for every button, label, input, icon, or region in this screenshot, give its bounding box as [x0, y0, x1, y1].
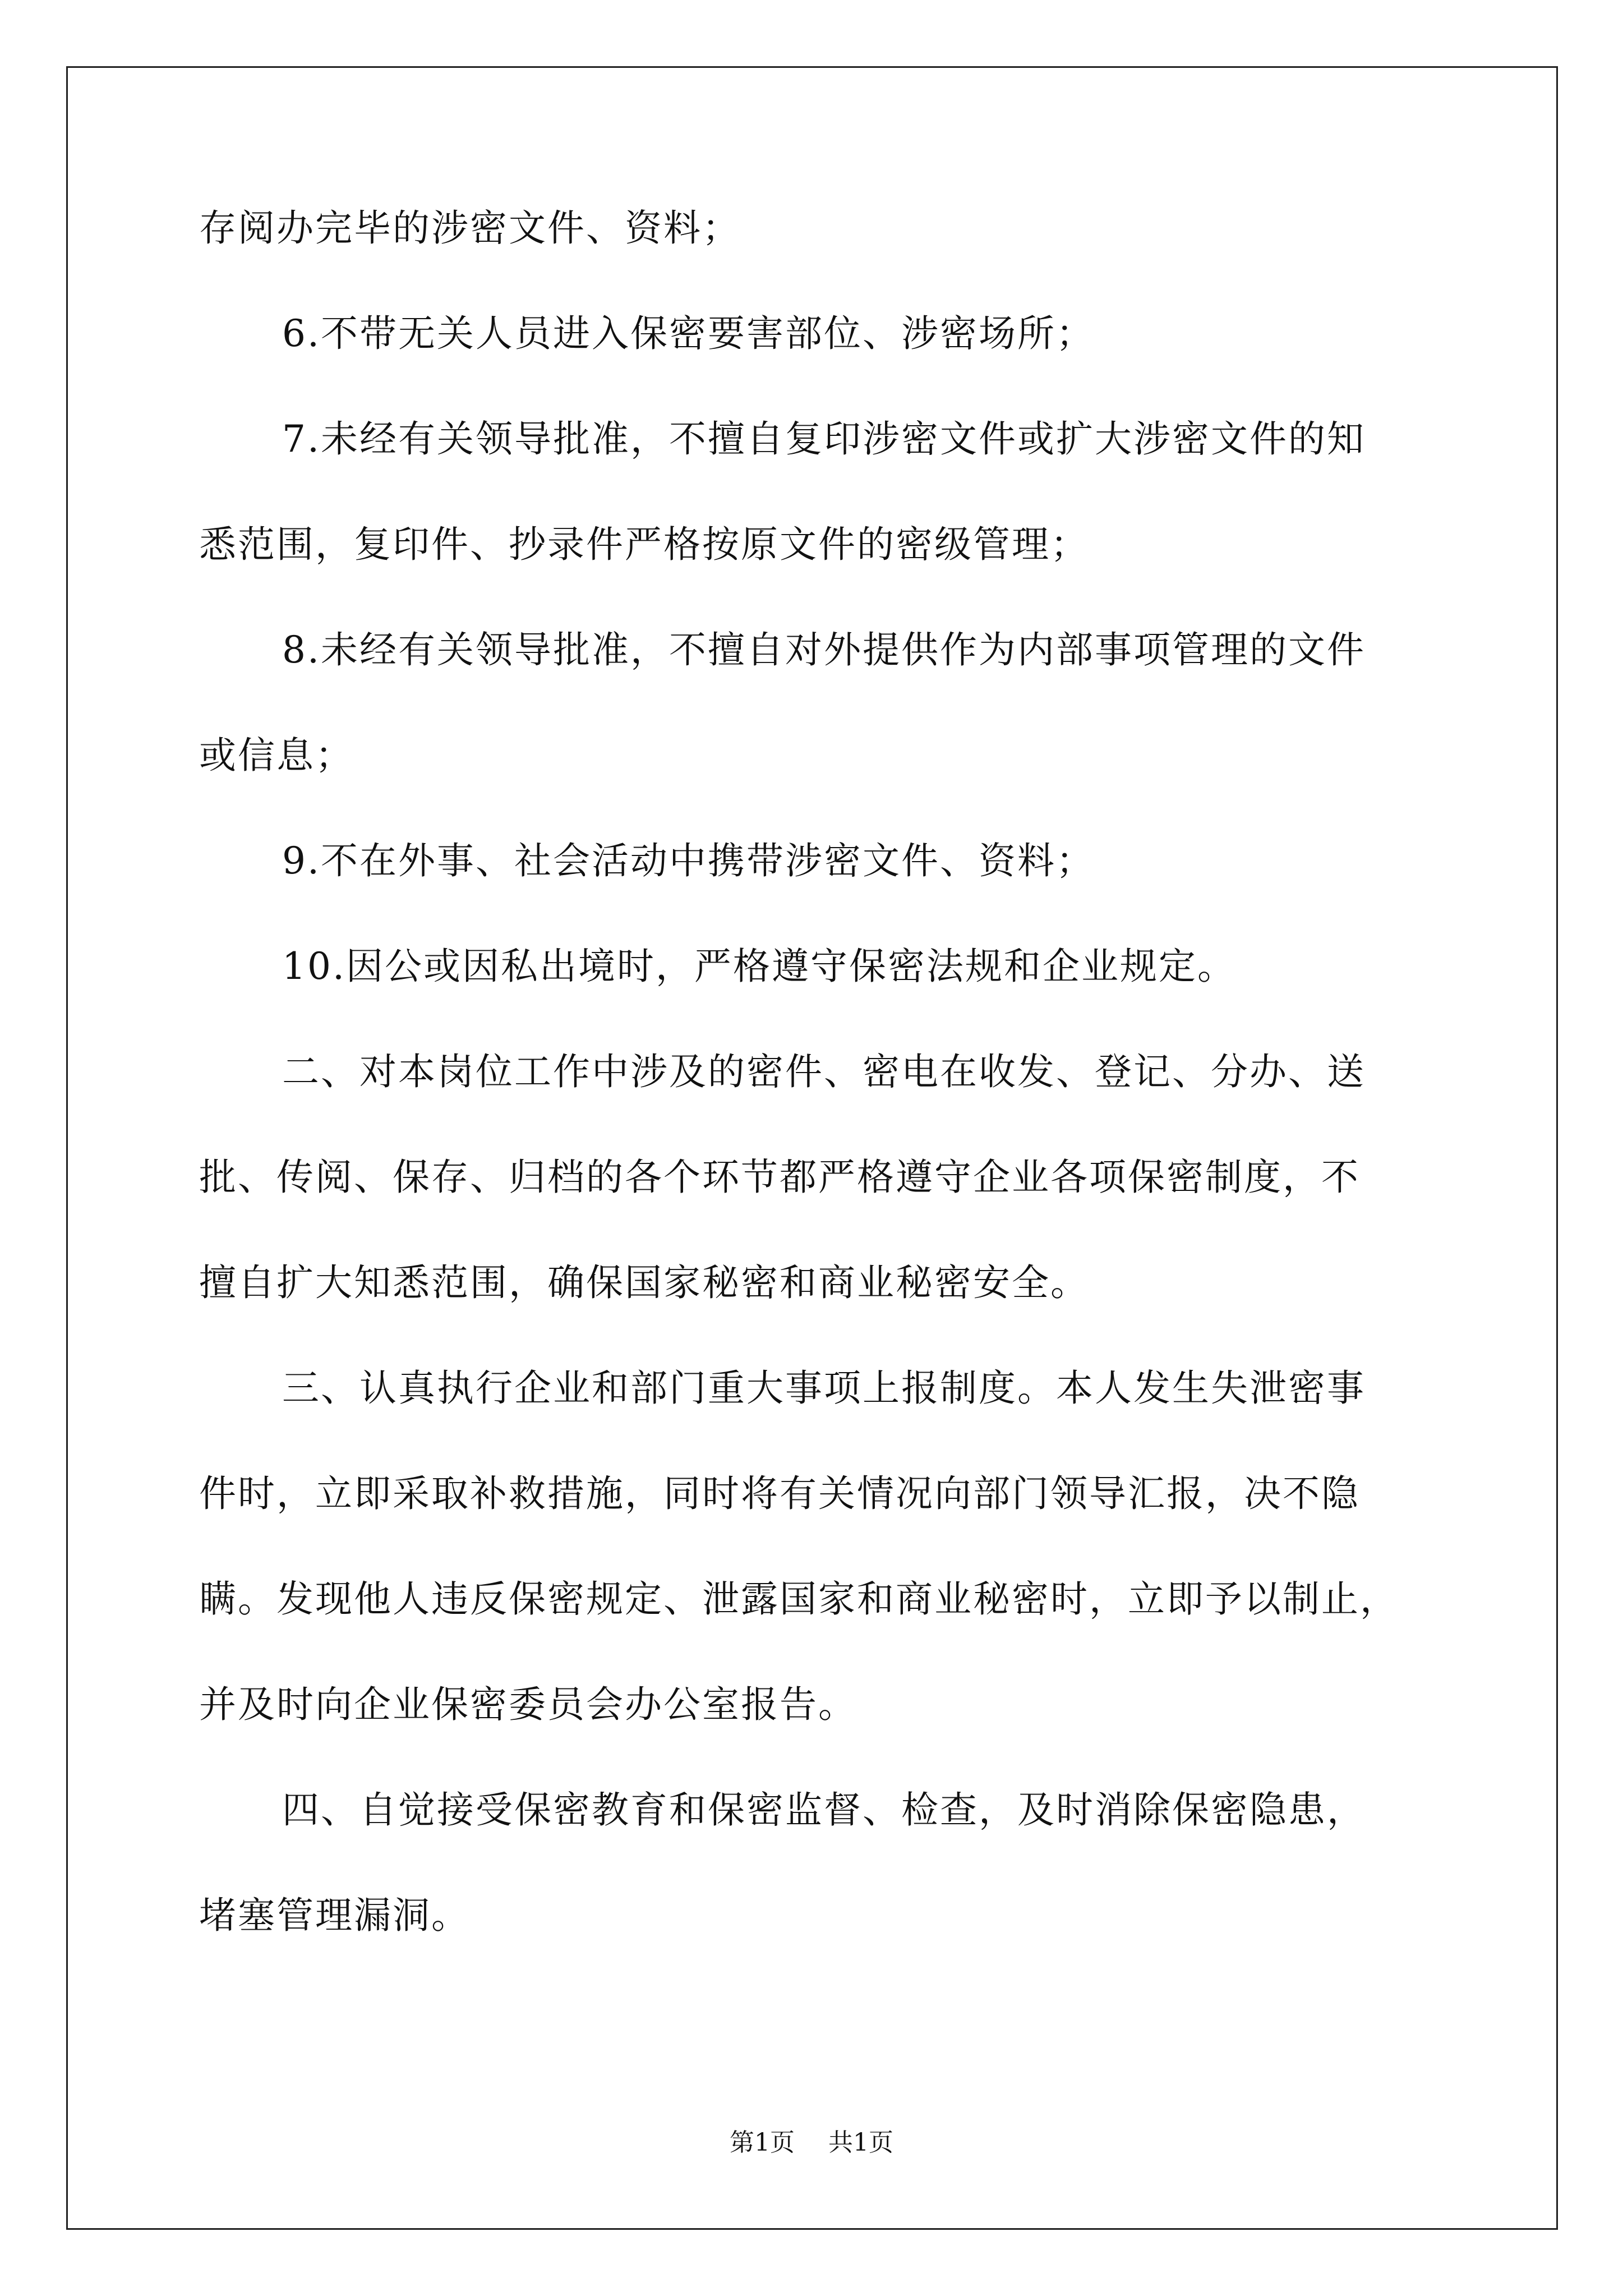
text-line: 瞒。发现他人违反保密规定、泄露国家和商业秘密时，立即予以制止， [199, 1577, 1399, 1621]
text-line: 悉范围，复印件、抄录件严格按原文件的密级管理； [199, 523, 1089, 566]
text-line: 二、对本岗位工作中涉及的密件、密电在收发、登记、分办、送 [282, 1050, 1366, 1093]
page-number-current: 第1页 [730, 2128, 795, 2157]
text-line: 9.不在外事、社会活动中携带涉密文件、资料； [282, 839, 1095, 882]
page-footer [0, 2126, 1623, 2160]
text-line: 7.未经有关领导批准，不擅自复印涉密文件或扩大涉密文件的知 [282, 417, 1366, 461]
text-line: 堵塞管理漏洞。 [199, 1894, 470, 1937]
text-line: 存阅办完毕的涉密文件、资料； [199, 206, 741, 250]
text-line: 批、传阅、保存、归档的各个环节都严格遵守企业各项保密制度，不 [199, 1156, 1360, 1199]
text-line: 10.因公或因私出境时，严格遵守保密法规和企业规定。 [282, 945, 1236, 988]
text-line: 并及时向企业保密委员会办公室报告。 [199, 1683, 857, 1726]
text-line: 6.不带无关人员进入保密要害部位、涉密场所； [282, 312, 1095, 355]
text-line: 8.未经有关领导批准，不擅自对外提供作为内部事项管理的文件 [282, 628, 1366, 671]
text-line: 或信息； [199, 734, 354, 777]
text-line: 擅自扩大知悉范围，确保国家秘密和商业秘密安全。 [199, 1261, 1089, 1304]
page-number-total: 共1页 [828, 2128, 893, 2157]
text-line: 四、自觉接受保密教育和保密监督、检查，及时消除保密隐患， [282, 1788, 1366, 1832]
text-line: 件时，立即采取补救措施，同时将有关情况向部门领导汇报，决不隐 [199, 1472, 1360, 1515]
text-line: 三、认真执行企业和部门重大事项上报制度。本人发生失泄密事 [282, 1366, 1366, 1410]
